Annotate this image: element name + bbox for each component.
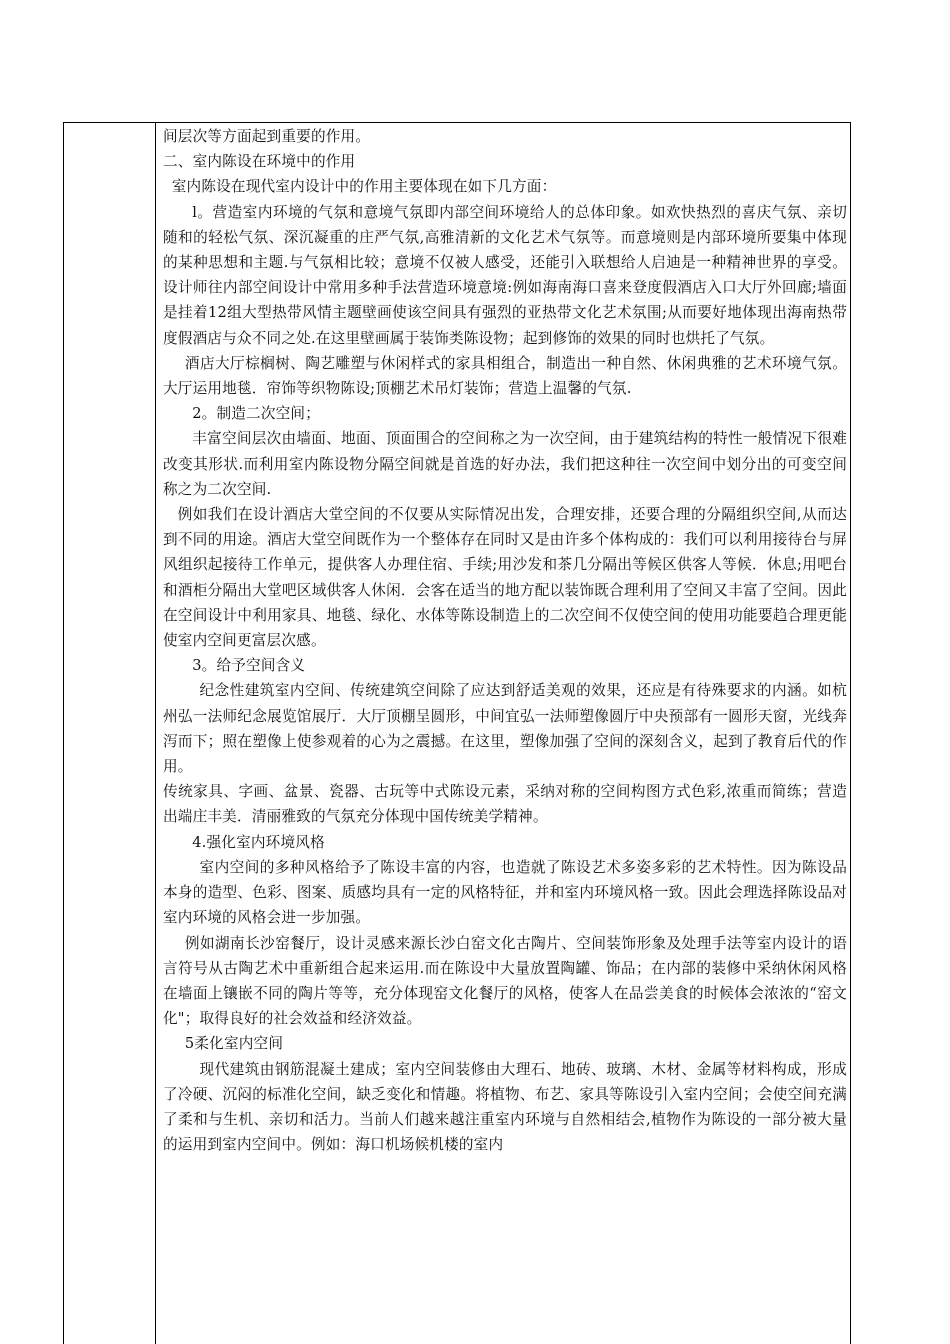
paragraph-soften-space: 现代建筑由钢筋混凝土建成；室内空间装修由大理石、地砖、玻璃、木材、金属等材料构成，形成了冷硬、沉闷的标准化空间，缺乏变化和情趣。将植物、布艺、家具等陈设引入室内空间；会使空间充满了柔和与生机、亲切和活力。当前人们越来越注重室内环境与自然相结会,植物作为陈设的一部分被大量的运用到室内空间中。例如：海口机场候机楼的室内 [163,1060,847,1154]
subheading-item-5: 5柔化室内空间 [184,1035,284,1053]
section-heading: 二、室内陈设在环境中的作用 [163,153,356,171]
paragraph-memorial-space: 纪念性建筑室内空间、传统建筑空间除了应达到舒适美观的效果，还应是有待殊要求的内涵。如杭州弘一法师纪念展览馆展厅．大厅顶棚呈圆形，中间宜弘一法师塑像圆厅中央预部有一圆形天窗，光线奔泻而下；照在塑像上使参观着的心为之震撼。在这里，塑像加强了空间的深刻含义，起到了教育后代的作用。 [163,682,847,776]
document-body [163,124,847,1157]
paragraph-changsha-example: 例如湖南长沙窑餐厅，设计灵感来源长沙白窑文化古陶片、空间装饰形象及处理手法等室内设计的语言符号从古陶艺术中重新组合起来运用.而在陈设中大量放置陶罐、饰品；在内部的装修中采纳休闲风格在墙面上镶嵌不同的陶片等等，充分体现窑文化餐厅的风格，使客人在品尝美食的时候体会浓浓的“窑文化"；取得良好的社会效益和经济效益。 [163,934,847,1028]
table-column-divider [155,122,156,1344]
paragraph-lobby-example: 例如我们在设计酒店大堂空间的不仅要从实际情况出发，合理安排，还要合理的分隔组织空间,从而达到不同的用途。酒店大堂空间既作为一个整体存在同时又是由许多个体构成的：我们可以利用接待台与屏风组织起接待工作单元，提供客人办理住宿、手续;用沙发和茶几分隔出等候区供客人等候．休息;用吧台和酒柜分隔出大堂吧区域供客人休闲．会客在适当的地方配以装饰既合理利用了空间又丰富了空间。因此在空间设计中利用家具、地毯、绿化、水体等陈设制造上的二次空间不仅使空间的使用功能要趋合理更能使室内空间更富层次感。 [163,506,847,650]
paragraph-secondary-space: 丰富空间层次由墙面、地面、顶面围合的空间称之为一次空间，由于建筑结构的特性一般情况下很难改变其形状.而利用室内陈设物分隔空间就是首选的好办法，我们把这种往一次空间中划分出的可变空间称之为二次空间. [163,430,847,498]
paragraph-intro: 室内陈设在现代室内设计中的作用主要体现在如下几方面： [171,178,557,196]
subheading-item-2: 2。制造二次空间； [192,405,321,423]
paragraph-traditional: 传统家具、字画、盆景、瓷器、古玩等中式陈设元素，采纳对称的空间构图方式色彩,浓重而简练；营造出端庄丰美．清丽雅致的气氛充分体现中国传统美学精神。 [163,783,847,826]
paragraph-hotel-lobby: 酒店大厅棕榈树、陶艺雕塑与休闲样式的家具相组合，制造出一种自然、休闲典雅的艺术环境气氛。大厅运用地毯．帘饰等织物陈设;顶棚艺术吊灯装饰；营造上温馨的气氛. [163,354,847,398]
subheading-item-4: 4.强化室内环境风格 [192,833,325,851]
paragraph-item-1: l。营造室内环境的气氛和意境气氛即内部空间环境给人的总体印象。如欢快热烈的喜庆气氛、亲切随和的轻松气氛、深沉凝重的庄严气氛,高雅清新的文化艺术气氛等。而意境则是内部环境所要集中体现的某种思想和主题.与气氛相比较；意境不仅被人感受，还能引入联想给人启迪是一种精神世界的享受。设计师往内部空间设计中常用多种手法营造环境意境:例如海南海口喜来登度假酒店入口大厅外回廊;墙面是挂着12组大型热带风情主题壁画使该空间具有强烈的亚热带文化艺术氛围;从而要好地体现出海南热带度假酒店与众不同之处.在这里壁画属于装饰类陈设物；起到修饰的效果的同时也烘托了气氛。 [163,203,847,347]
paragraph-style: 室内空间的多种风格给予了陈设丰富的内容，也造就了陈设艺术多姿多彩的艺术特性。因为陈设品本身的造型、色彩、图案、质感均具有一定的风格特征，并和室内环境风格一致。因此会理选择陈设品对室内环境的风格会进一步加强。 [163,858,847,927]
subheading-item-3: 3。给予空间含义 [192,657,306,675]
paragraph-continuation: 间层次等方面起到重要的作用。 [163,128,371,145]
